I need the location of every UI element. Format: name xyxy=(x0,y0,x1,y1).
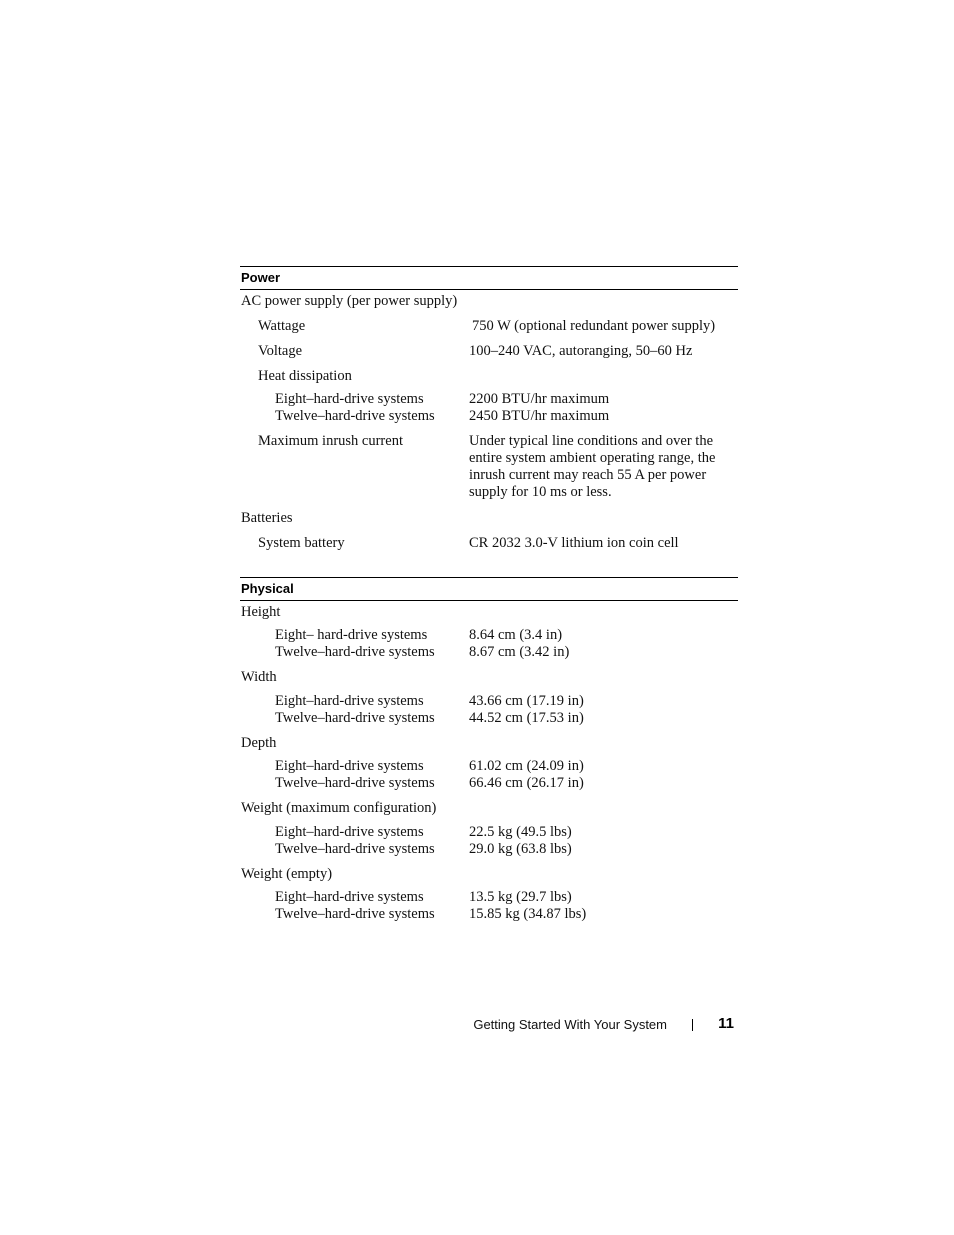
spec-row xyxy=(240,775,738,800)
footer-divider xyxy=(692,1019,693,1031)
depth-eight-label: Eight–hard-drive systems xyxy=(275,758,424,774)
wattage-label: Wattage xyxy=(258,318,306,334)
footer-section-title: Getting Started With Your System xyxy=(473,1017,667,1032)
height-label: Height xyxy=(241,604,281,620)
spec-row xyxy=(240,644,738,669)
height-eight-value: 8.64 cm (3.4 in) xyxy=(469,627,563,643)
spec-row xyxy=(240,318,738,343)
page-footer xyxy=(0,1014,954,1036)
weight-empty-twelve-value: 15.85 kg (34.87 lbs) xyxy=(469,906,587,922)
voltage-label: Voltage xyxy=(258,343,303,359)
spec-row xyxy=(240,627,738,644)
spec-row xyxy=(240,841,738,866)
weight-empty-label: Weight (empty) xyxy=(241,866,333,882)
voltage-value: 100–240 VAC, autoranging, 50–60 Hz xyxy=(469,343,693,359)
height-twelve-value: 8.67 cm (3.42 in) xyxy=(469,644,570,660)
depth-eight-value: 61.02 cm (24.09 in) xyxy=(469,758,584,774)
spec-row xyxy=(240,604,738,627)
spec-row xyxy=(240,510,738,535)
weight-empty-eight-value: 13.5 kg (29.7 lbs) xyxy=(469,889,572,905)
spec-row xyxy=(240,343,738,368)
weight-max-label: Weight (maximum configuration) xyxy=(241,800,437,816)
weight-max-eight-label: Eight–hard-drive systems xyxy=(275,824,424,840)
spec-row xyxy=(240,408,738,433)
heat-dissipation-label: Heat dissipation xyxy=(258,368,352,384)
physical-section-heading: Physical xyxy=(240,577,738,601)
depth-twelve-label: Twelve–hard-drive systems xyxy=(275,775,435,791)
spec-row xyxy=(240,693,738,710)
spec-row xyxy=(240,669,738,693)
width-label: Width xyxy=(241,669,277,685)
spec-row xyxy=(240,535,738,561)
depth-twelve-value: 66.46 cm (26.17 in) xyxy=(469,775,584,791)
weight-max-eight-value: 22.5 kg (49.5 lbs) xyxy=(469,824,572,840)
height-eight-label: Eight– hard-drive systems xyxy=(275,627,428,643)
width-twelve-label: Twelve–hard-drive systems xyxy=(275,710,435,726)
page-number: 11 xyxy=(718,1015,734,1032)
spec-row xyxy=(240,824,738,841)
spec-row xyxy=(240,889,738,906)
heat-eight-label: Eight–hard-drive systems xyxy=(275,391,424,407)
width-eight-label: Eight–hard-drive systems xyxy=(275,693,424,709)
spec-row xyxy=(240,293,738,318)
spec-table xyxy=(240,266,738,923)
power-section-heading: Power xyxy=(240,266,738,290)
spec-row xyxy=(240,866,738,889)
weight-empty-twelve-label: Twelve–hard-drive systems xyxy=(275,906,435,922)
weight-max-twelve-value: 29.0 kg (63.8 lbs) xyxy=(469,841,572,857)
max-inrush-current-label: Maximum inrush current xyxy=(258,433,403,449)
max-inrush-current-value: Under typical line conditions and over the entire system ambient operating range, the inrush current may reach 55 A per power supply for 10 ms or less. xyxy=(469,433,716,500)
batteries-label: Batteries xyxy=(241,510,293,526)
spec-row xyxy=(240,758,738,775)
width-eight-value: 43.66 cm (17.19 in) xyxy=(469,693,584,709)
system-battery-value: CR 2032 3.0-V lithium ion coin cell xyxy=(469,535,679,551)
spec-row xyxy=(240,433,738,510)
weight-max-twelve-label: Twelve–hard-drive systems xyxy=(275,841,435,857)
width-twelve-value: 44.52 cm (17.53 in) xyxy=(469,710,584,726)
heat-eight-value: 2200 BTU/hr maximum xyxy=(469,391,610,407)
heat-twelve-value: 2450 BTU/hr maximum xyxy=(469,408,610,424)
height-twelve-label: Twelve–hard-drive systems xyxy=(275,644,435,660)
spec-row xyxy=(240,906,738,923)
wattage-value: 750 W (optional redundant power supply) xyxy=(472,318,716,334)
spec-row xyxy=(240,735,738,758)
spec-row xyxy=(240,710,738,735)
depth-label: Depth xyxy=(241,735,277,751)
weight-empty-eight-label: Eight–hard-drive systems xyxy=(275,889,424,905)
system-battery-label: System battery xyxy=(258,535,345,551)
spec-row xyxy=(240,368,738,391)
spec-row xyxy=(240,800,738,824)
ac-power-supply-label: AC power supply (per power supply) xyxy=(241,293,458,309)
spec-row xyxy=(240,391,738,408)
heat-twelve-label: Twelve–hard-drive systems xyxy=(275,408,435,424)
